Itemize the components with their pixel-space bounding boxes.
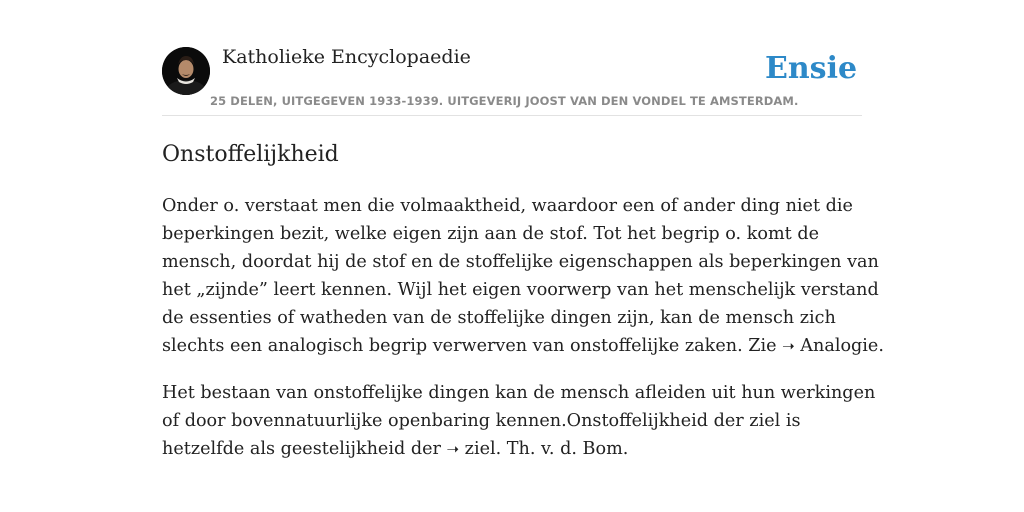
source-subtitle: 25 DELEN, UITGEGEVEN 1933-1939. UITGEVERIJ JOOST VAN DEN VONDEL TE AMSTERDAM. (210, 94, 799, 108)
paragraph-text: slechts een analogisch begrip verwerven van onstoffelijke zaken. Zie (162, 336, 783, 356)
crossref-link-ziel[interactable] (447, 439, 502, 459)
paragraph-line: het „zijnde” leert kennen. Wijl het eigen voorwerp van het menschelijk verstand (162, 280, 879, 300)
article-paragraph-1 (162, 192, 884, 360)
avatar (162, 47, 210, 95)
article-title: Onstoffelijkheid (162, 142, 339, 167)
paragraph-line: mensch, doordat hij de stof en de stoffelijke eigenschappen als beperkingen van (162, 252, 879, 272)
paragraph-line: Onder o. verstaat men die volmaaktheid, waardoor een of ander ding niet die (162, 196, 853, 216)
paragraph-line (162, 332, 884, 360)
source-title: Katholieke Encyclopaedie (222, 46, 471, 68)
arrow-right-icon: ➝ (446, 440, 460, 458)
crossref-label: ziel. (459, 439, 502, 459)
brand-logo-link[interactable]: Ensie (765, 51, 858, 86)
paragraph-line: de essenties of watheden van de stoffelijke dingen zijn, kan de mensch zich (162, 308, 836, 328)
paragraph-line: beperkingen bezit, welke eigen zijn aan de stof. Tot het begrip o. komt de (162, 224, 820, 244)
author-signature: Th. v. d. Bom. (501, 439, 629, 459)
paragraph-line: of door bovennatuurlijke openbaring kennen.Onstoffelijkheid der ziel is (162, 411, 801, 431)
paragraph-line (162, 435, 862, 463)
header-divider (162, 115, 862, 116)
paragraph-text: hetzelfde als geestelijkheid der (162, 439, 447, 459)
arrow-right-icon: ➝ (782, 337, 795, 355)
article-paragraph-2 (162, 379, 876, 463)
crossref-link-analogie[interactable] (782, 336, 884, 356)
crossref-label: Analogie. (794, 336, 884, 356)
portrait-icon (162, 47, 210, 95)
paragraph-line: Het bestaan van onstoffelijke dingen kan de mensch afleiden uit hun werkingen (162, 383, 876, 403)
